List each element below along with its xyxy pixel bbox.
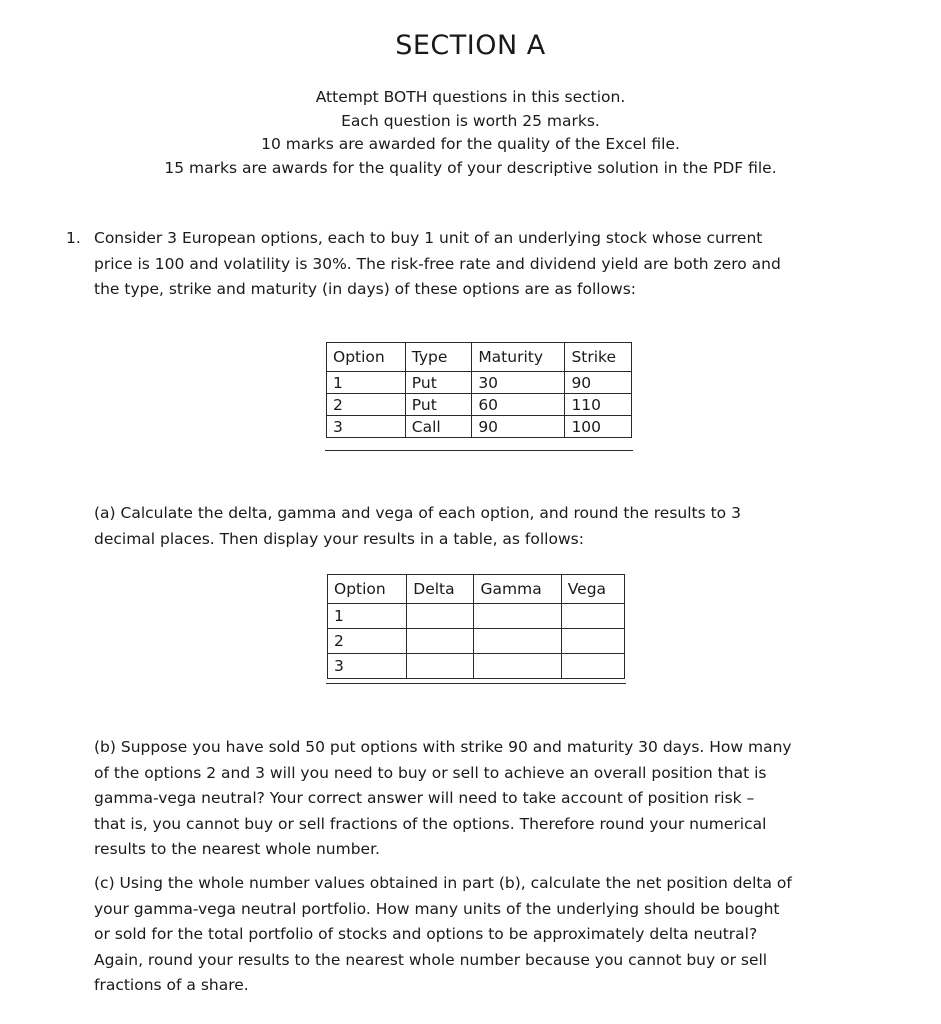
part-a-line: decimal places. Then display your results in a table, as follows:	[94, 529, 584, 548]
table-cell	[561, 654, 624, 679]
part-b-line: of the options 2 and 3 will you need to buy or sell to achieve an overall position that is	[94, 763, 767, 782]
instruction-line: 15 marks are awards for the quality of your descriptive solution in the PDF file.	[164, 158, 777, 177]
options-table	[326, 342, 632, 438]
table-header-cell: Strike	[565, 343, 632, 372]
question-intro-line: price is 100 and volatility is 30%. The risk-free rate and dividend yield are both zero and	[94, 254, 781, 273]
part-c-line: your gamma-vega neutral portfolio. How many units of the underlying should be bought	[94, 899, 780, 918]
table-cell: Put	[405, 372, 472, 394]
part-c-line: or sold for the total portfolio of stocks and options to be approximately delta neutral?	[94, 925, 758, 943]
part-c-line: fractions of a share.	[94, 976, 249, 994]
part-b-line: results to the nearest whole number.	[94, 840, 380, 858]
instruction-line: 10 marks are awarded for the quality of the Excel file.	[261, 135, 680, 153]
table-header-cell: Gamma	[474, 575, 561, 604]
part-c-text	[94, 871, 792, 999]
table-header-cell: Delta	[407, 575, 474, 604]
part-b-line: gamma-vega neutral? Your correct answer will need to take account of position risk –	[94, 789, 755, 807]
table-row	[327, 416, 632, 438]
table-cell: Put	[405, 394, 472, 416]
instruction-line: Attempt BOTH questions in this section.	[315, 88, 626, 106]
table-row	[328, 604, 625, 629]
table-cell	[474, 629, 561, 654]
section-title: SECTION A	[395, 30, 546, 61]
table-cell: 1	[327, 372, 406, 394]
table-cell: 3	[328, 654, 407, 679]
table-cell: Call	[405, 416, 472, 438]
table-cell	[474, 604, 561, 629]
table-cell	[407, 629, 474, 654]
table-cell: 3	[327, 416, 406, 438]
part-b-line: that is, you cannot buy or sell fractions of the options. Therefore round your numerical	[94, 814, 767, 833]
table-underline	[326, 683, 626, 684]
table-header-row	[327, 343, 632, 372]
instruction-line: Each question is worth 25 marks.	[341, 111, 600, 130]
table-cell	[474, 654, 561, 679]
table-cell: 110	[565, 394, 632, 416]
question-intro-line: Consider 3 European options, each to buy 1 unit of an underlying stock whose current	[94, 229, 763, 247]
table-cell: 2	[328, 629, 407, 654]
table-row	[327, 394, 632, 416]
table-cell: 90	[472, 416, 565, 438]
part-c-line: (c) Using the whole number values obtained in part (b), calculate the net position delta of	[94, 874, 792, 892]
question-number: 1.	[66, 229, 81, 247]
part-a-line: (a) Calculate the delta, gamma and vega of each option, and round the results to 3	[94, 504, 741, 522]
table-row	[327, 372, 632, 394]
table-header-cell: Option	[327, 343, 406, 372]
part-b-line: (b) Suppose you have sold 50 put options with strike 90 and maturity 30 days. How many	[94, 738, 792, 756]
table-cell	[561, 629, 624, 654]
table-row	[328, 629, 625, 654]
table-cell: 60	[472, 394, 565, 416]
part-b-text	[94, 735, 792, 863]
part-a-text	[94, 501, 741, 552]
table-underline	[325, 450, 633, 451]
question-intro-line: the type, strike and maturity (in days) of these options are as follows:	[94, 280, 637, 298]
part-c-line: Again, round your results to the nearest whole number because you cannot buy or sell	[94, 950, 768, 969]
table-cell: 2	[327, 394, 406, 416]
question-intro	[94, 226, 781, 303]
table-header-cell: Type	[405, 343, 472, 372]
table-header-cell: Option	[328, 575, 407, 604]
greeks-table	[327, 574, 625, 679]
table-header-row	[328, 575, 625, 604]
table-header-cell: Vega	[561, 575, 624, 604]
table-cell	[407, 604, 474, 629]
table-cell	[407, 654, 474, 679]
table-cell: 90	[565, 372, 632, 394]
table-cell: 30	[472, 372, 565, 394]
table-cell: 100	[565, 416, 632, 438]
table-row	[328, 654, 625, 679]
table-cell	[561, 604, 624, 629]
table-header-cell: Maturity	[472, 343, 565, 372]
section-instructions	[0, 86, 941, 180]
table-cell: 1	[328, 604, 407, 629]
